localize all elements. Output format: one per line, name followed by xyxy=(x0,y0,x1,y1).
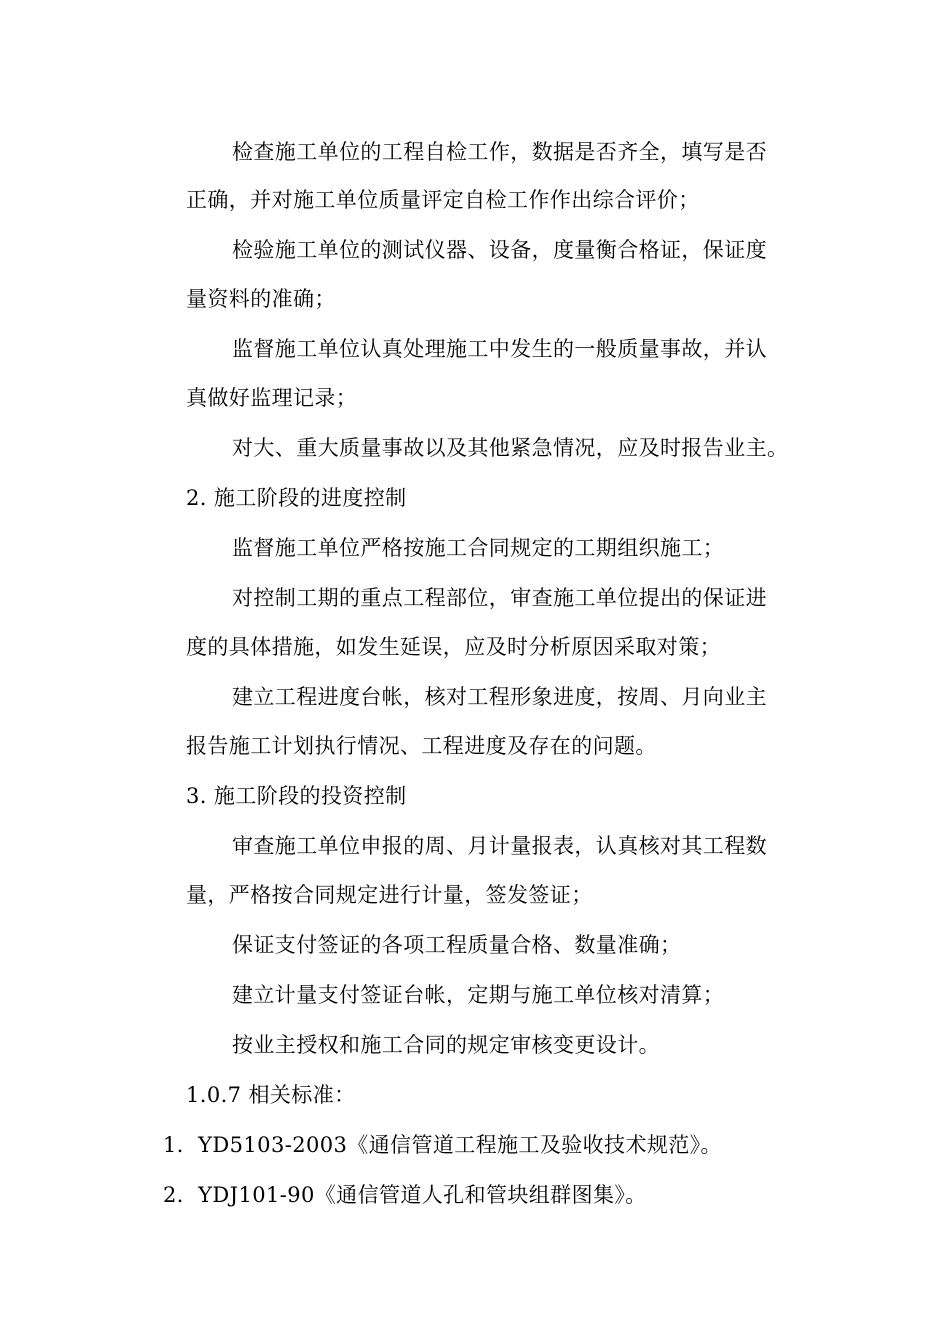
paragraph-line: 建立工程进度台帐，核对工程形象进度，按周、月向业主 xyxy=(232,685,767,709)
paragraph-line: 度的具体措施，如发生延误，应及时分析原因采取对策； xyxy=(186,635,721,659)
paragraph-line: 按业主授权和施工合同的规定审核变更设计。 xyxy=(232,1033,660,1057)
paragraph-line: 对大、重大质量事故以及其他紧急情况，应及时报告业主。 xyxy=(232,436,789,460)
standard-reference: 2．YDJ101-90《通信管道人孔和管块组群图集》。 xyxy=(163,1183,647,1207)
paragraph-line: 量，严格按合同规定进行计量，签发签证； xyxy=(186,883,593,907)
paragraph-line: 真做好监理记录； xyxy=(186,386,358,410)
paragraph-line: 建立计量支付签证台帐，定期与施工单位核对清算； xyxy=(232,983,725,1007)
paragraph-line: 审查施工单位申报的周、月计量报表，认真核对其工程数 xyxy=(232,834,767,858)
paragraph-line: 正确，并对施工单位质量评定自检工作作出综合评价； xyxy=(186,188,700,212)
standard-reference: 1．YD5103-2003《通信管道工程施工及验收技术规范》。 xyxy=(163,1133,722,1157)
section-heading: 2. 施工阶段的进度控制 xyxy=(186,486,407,510)
paragraph-line: 量资料的准确； xyxy=(186,287,336,311)
paragraph-line: 监督施工单位严格按施工合同规定的工期组织施工； xyxy=(232,536,725,560)
section-heading: 3. 施工阶段的投资控制 xyxy=(186,784,407,808)
paragraph-line: 监督施工单位认真处理施工中发生的一般质量事故，并认 xyxy=(232,337,767,361)
paragraph-line: 检查施工单位的工程自检工作，数据是否齐全，填写是否 xyxy=(232,140,767,164)
paragraph-line: 对控制工期的重点工程部位，审查施工单位提出的保证进 xyxy=(232,586,767,610)
paragraph-line: 保证支付签证的各项工程质量合格、数量准确； xyxy=(232,933,682,957)
paragraph-line: 检验施工单位的测试仪器、设备，度量衡合格证，保证度 xyxy=(232,238,767,262)
section-heading: 1.0.7 相关标准： xyxy=(186,1083,356,1107)
paragraph-line: 报告施工计划执行情况、工程进度及存在的问题。 xyxy=(186,734,657,758)
